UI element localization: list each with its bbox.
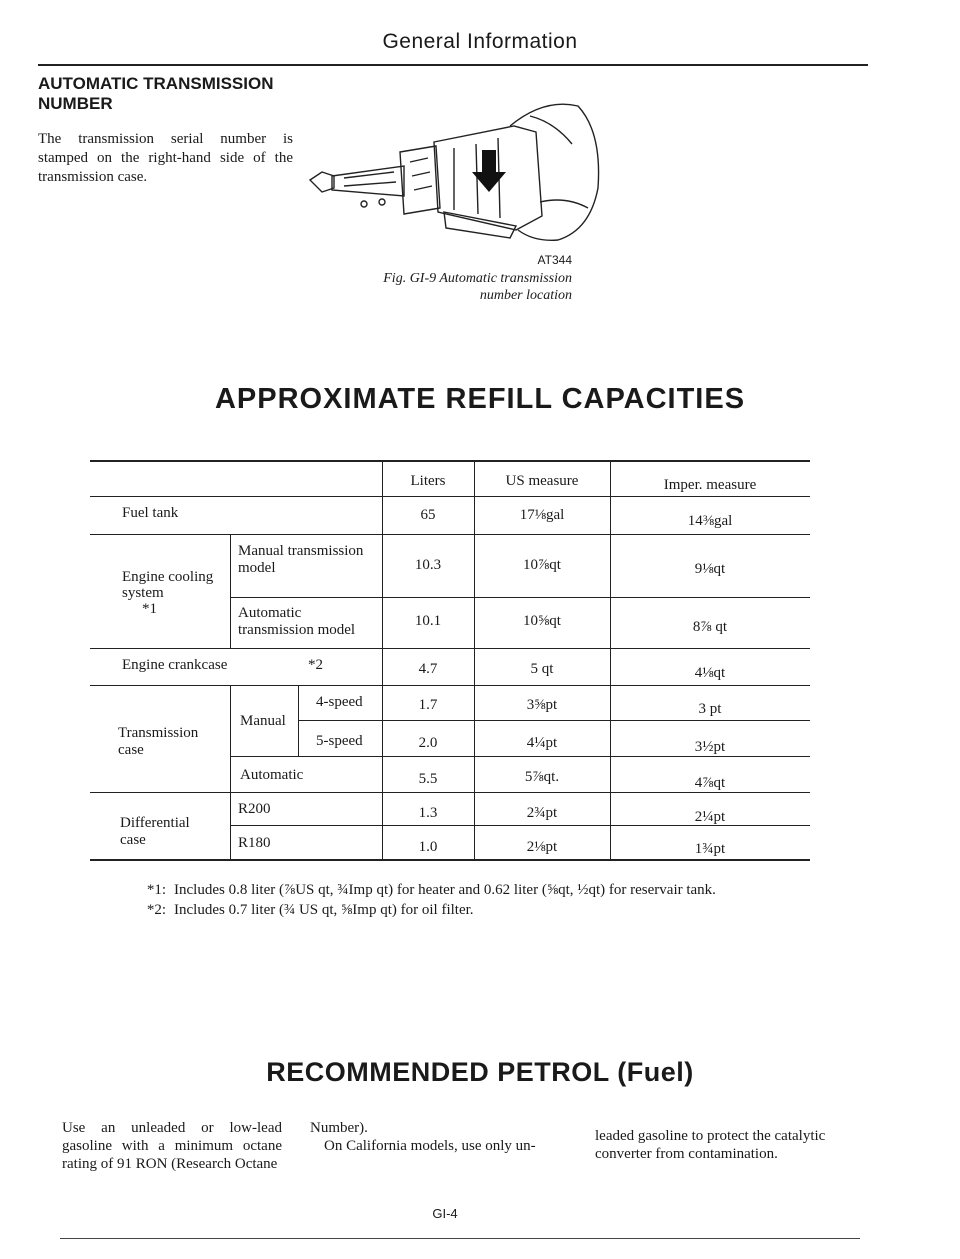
cell-imp: 8⅞ qt (692, 619, 728, 635)
cell-us: 4¼pt (526, 735, 558, 751)
petrol-text-column-2: Number). On California models, use only un- (310, 1120, 536, 1154)
cell-us: 2⅛pt (526, 839, 558, 855)
row-label-engine-crankcase: Engine crankcase (122, 657, 228, 673)
row-sublabel-4-speed: 4-speed (316, 694, 363, 710)
row-sublabel-r200: R200 (238, 801, 271, 817)
row-label-fuel-tank: Fuel tank (122, 505, 179, 521)
capacities-heading: APPROXIMATE REFILL CAPACITIES (214, 383, 746, 415)
footnote: *1: Includes 0.8 liter (⅞US qt, ¾Imp qt) for heater and 0.62 liter (⅝qt, ½qt) for reservair tank. (146, 882, 716, 898)
row-sublabel-automatic-model: Automatic (238, 605, 302, 621)
cell-imp: 4⅞qt (694, 775, 726, 791)
cell-us: 2¾pt (526, 805, 558, 821)
table-bottom-rule (90, 859, 810, 861)
cell-imp: 9⅛qt (694, 561, 726, 577)
cell-us: 5⅞qt. (524, 769, 560, 785)
cell-imp: 4⅛qt (694, 665, 726, 681)
cell-us: 17⅛gal (519, 507, 565, 523)
table-row-rule (90, 534, 810, 535)
cell-liters: 10.3 (414, 557, 442, 573)
row-sublabel-automatic-model: transmission model (238, 622, 356, 638)
table-col-rule (298, 685, 299, 756)
cell-liters: 1.0 (418, 839, 438, 855)
row-sublabel-5-speed: 5-speed (316, 733, 363, 749)
note-ref: *2 (308, 657, 323, 673)
cell-liters: 4.7 (418, 661, 438, 677)
col-header-us: US measure (505, 473, 579, 489)
footer-rule (60, 1238, 860, 1239)
row-label-transmission-case: Transmission (118, 725, 199, 741)
cell-us: 10⅝qt (523, 613, 561, 629)
row-label-engine-cooling: system (122, 585, 164, 601)
row-sublabel-manual-model: Manual transmission (238, 543, 364, 559)
cell-us: 3⅝pt (526, 697, 558, 713)
row-sublabel-automatic: Automatic (240, 767, 304, 783)
table-row-rule (230, 597, 810, 598)
table-row-rule (90, 648, 810, 649)
row-sublabel-manual-model: model (238, 560, 276, 576)
capacity-footnotes (130, 882, 770, 922)
header-rule (38, 64, 868, 66)
petrol-text-column-1: Use an unleaded or low-lead gasoline with a minimum octane rating of 91 RON (Research Octane (62, 1120, 282, 1172)
footnote: *2: Includes 0.7 liter (¾ US qt, ⅝Imp qt) for oil filter. (146, 902, 474, 918)
cell-liters: 2.0 (418, 735, 438, 751)
row-sublabel-r180: R180 (238, 835, 271, 851)
page-header-title: General Information (382, 30, 578, 53)
col-header-imp: Imper. measure (663, 477, 757, 493)
table-header-rule (90, 496, 810, 497)
transmission-number-heading: AUTOMATIC TRANSMISSION NUMBER (38, 74, 274, 113)
cell-us: 5 qt (530, 661, 554, 677)
col-header-liters: Liters (410, 473, 446, 489)
cell-liters: 5.5 (418, 771, 438, 787)
row-label-differential-case: Differential (120, 815, 190, 831)
transmission-illustration (304, 92, 604, 252)
cell-liters: 65 (420, 507, 436, 523)
petrol-heading: RECOMMENDED PETROL (Fuel) (266, 1057, 694, 1087)
cell-imp: 3 pt (698, 701, 722, 717)
cell-liters: 1.3 (418, 805, 438, 821)
table-row-rule (90, 685, 810, 686)
table-col-rule (230, 685, 231, 860)
cell-us: 10⅞qt (523, 557, 561, 573)
figure-caption: Fig. GI-9 Automatic transmission number location (383, 271, 572, 303)
row-sublabel-manual: Manual (240, 713, 286, 729)
table-top-rule (90, 460, 810, 462)
petrol-text-column-3: leaded gasoline to protect the catalytic converter from contamination. (595, 1128, 826, 1162)
transmission-number-body: The transmission serial number is stamped on the right-hand side of the transmission case. (38, 131, 293, 185)
cell-liters: 1.7 (418, 697, 438, 713)
cell-imp: 2¼pt (694, 809, 726, 825)
page-number: GI-4 (432, 1206, 458, 1221)
row-label-transmission-case: case (118, 742, 144, 758)
cell-imp: 3½pt (694, 739, 726, 755)
note-ref: *1 (142, 601, 157, 617)
refill-capacities-table (90, 460, 810, 860)
cell-imp: 1¾pt (694, 841, 726, 857)
cell-imp: 14⅜gal (687, 513, 733, 529)
figure-code: AT344 (537, 253, 572, 267)
table-col-rule (230, 534, 231, 648)
cell-liters: 10.1 (414, 613, 442, 629)
row-label-differential-case: case (120, 832, 146, 848)
table-row-rule (298, 720, 810, 721)
row-label-engine-cooling: Engine cooling (122, 569, 214, 585)
